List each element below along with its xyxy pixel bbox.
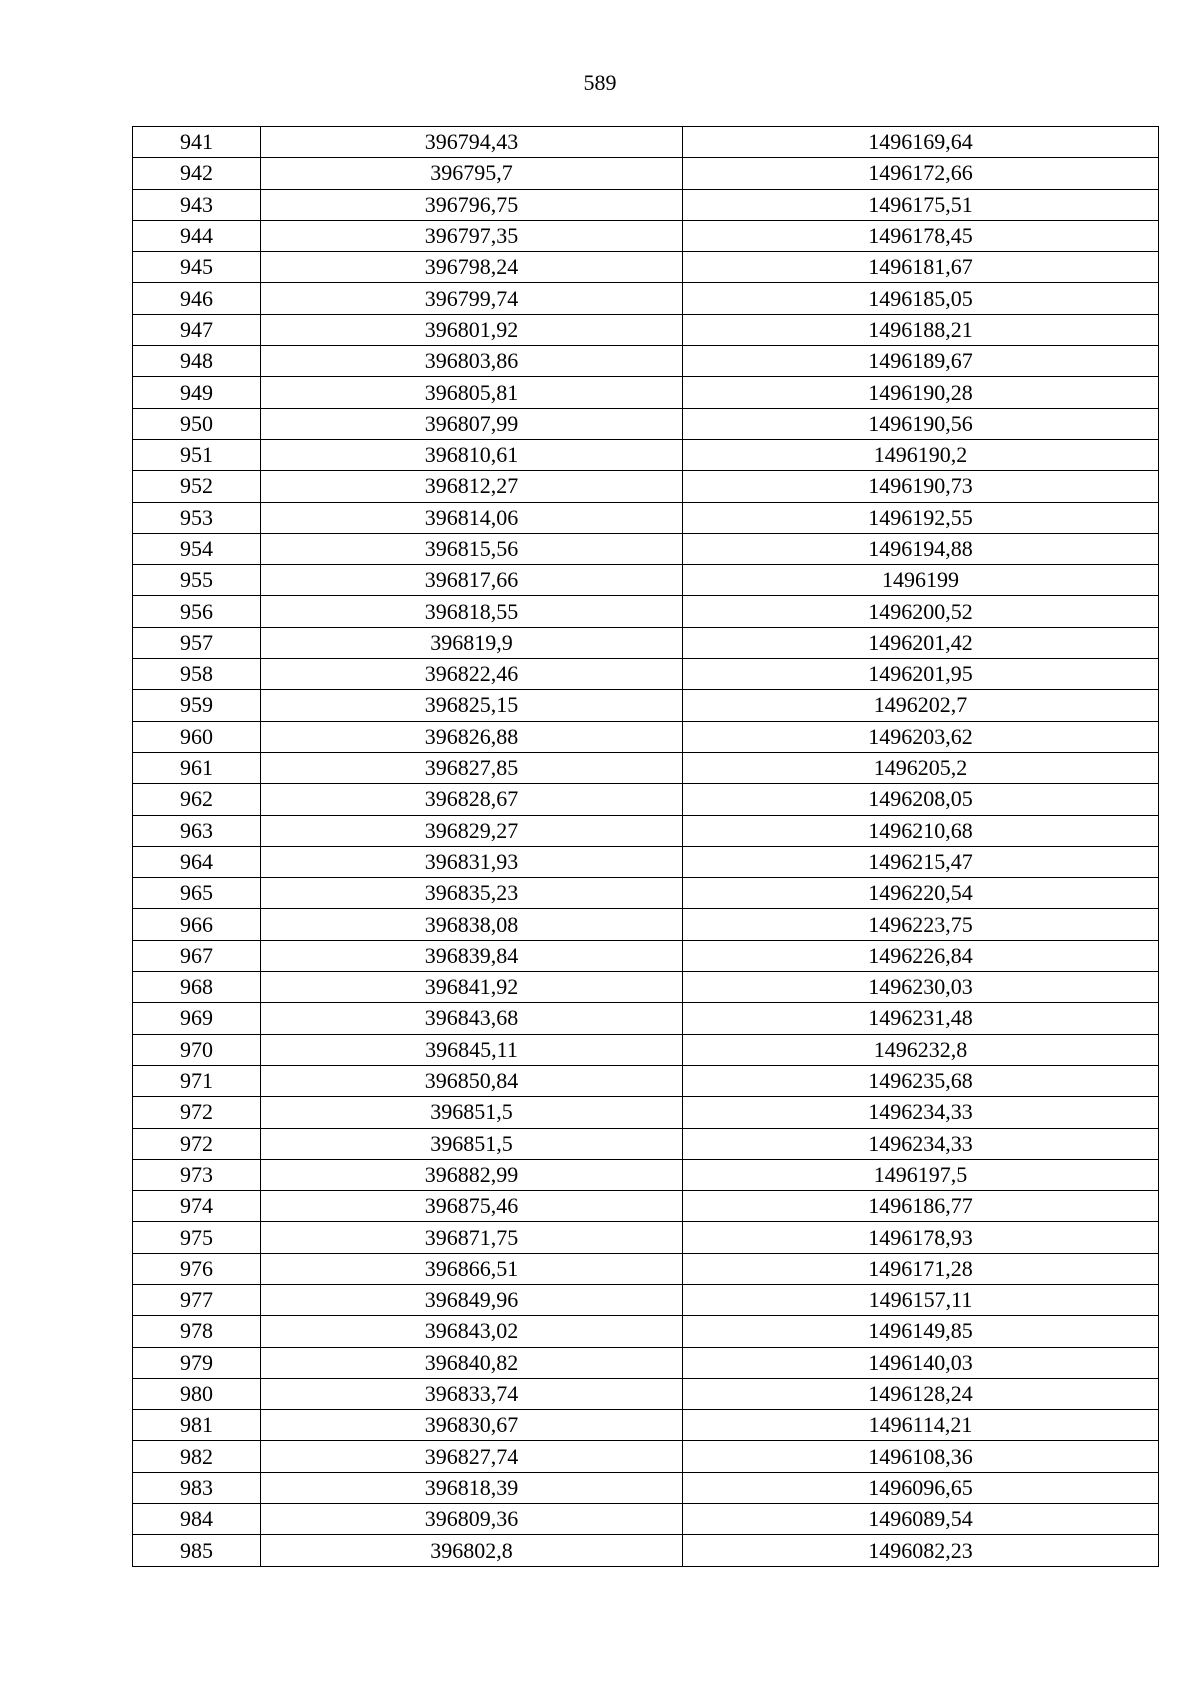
y-coordinate-cell: 1496190,2 [683,439,1159,470]
x-coordinate-cell: 396830,67 [261,1410,683,1441]
x-coordinate-cell: 396817,66 [261,565,683,596]
table-row [133,1378,1159,1409]
table-row [133,314,1159,345]
x-coordinate-cell: 396822,46 [261,659,683,690]
coordinates-table-body [133,127,1159,1567]
point-number-cell: 945 [133,252,261,283]
table-row [133,127,1159,158]
y-coordinate-cell: 1496220,54 [683,878,1159,909]
y-coordinate-cell: 1496201,42 [683,627,1159,658]
point-number-cell: 981 [133,1410,261,1441]
y-coordinate-cell: 1496082,23 [683,1535,1159,1566]
y-coordinate-cell: 1496178,45 [683,220,1159,251]
x-coordinate-cell: 396797,35 [261,220,683,251]
x-coordinate-cell: 396818,39 [261,1472,683,1503]
point-number-cell: 985 [133,1535,261,1566]
point-number-cell: 976 [133,1253,261,1284]
page-number: 589 [583,70,617,95]
table-row [133,189,1159,220]
point-number-cell: 959 [133,690,261,721]
table-row [133,1472,1159,1503]
table-row [133,346,1159,377]
point-number-cell: 961 [133,752,261,783]
y-coordinate-cell: 1496185,05 [683,283,1159,314]
x-coordinate-cell: 396838,08 [261,909,683,940]
y-coordinate-cell: 1496114,21 [683,1410,1159,1441]
point-number-cell: 977 [133,1284,261,1315]
y-coordinate-cell: 1496175,51 [683,189,1159,220]
table-row [133,1347,1159,1378]
y-coordinate-cell: 1496194,88 [683,533,1159,564]
y-coordinate-cell: 1496169,64 [683,127,1159,158]
y-coordinate-cell: 1496171,28 [683,1253,1159,1284]
y-coordinate-cell: 1496202,7 [683,690,1159,721]
y-coordinate-cell: 1496189,67 [683,346,1159,377]
point-number-cell: 979 [133,1347,261,1378]
y-coordinate-cell: 1496231,48 [683,1003,1159,1034]
table-row [133,1284,1159,1315]
y-coordinate-cell: 1496215,47 [683,846,1159,877]
y-coordinate-cell: 1496089,54 [683,1504,1159,1535]
point-number-cell: 965 [133,878,261,909]
x-coordinate-cell: 396835,23 [261,878,683,909]
x-coordinate-cell: 396843,68 [261,1003,683,1034]
y-coordinate-cell: 1496181,67 [683,252,1159,283]
point-number-cell: 962 [133,784,261,815]
x-coordinate-cell: 396805,81 [261,377,683,408]
point-number-cell: 944 [133,220,261,251]
x-coordinate-cell: 396825,15 [261,690,683,721]
x-coordinate-cell: 396794,43 [261,127,683,158]
table-row [133,659,1159,690]
x-coordinate-cell: 396831,93 [261,846,683,877]
point-number-cell: 972 [133,1128,261,1159]
y-coordinate-cell: 1496128,24 [683,1378,1159,1409]
table-row [133,690,1159,721]
x-coordinate-cell: 396801,92 [261,314,683,345]
point-number-cell: 957 [133,627,261,658]
y-coordinate-cell: 1496192,55 [683,502,1159,533]
table-row [133,1034,1159,1065]
point-number-cell: 975 [133,1222,261,1253]
y-coordinate-cell: 1496178,93 [683,1222,1159,1253]
point-number-cell: 960 [133,721,261,752]
table-row [133,158,1159,189]
x-coordinate-cell: 396833,74 [261,1378,683,1409]
x-coordinate-cell: 396807,99 [261,408,683,439]
point-number-cell: 980 [133,1378,261,1409]
table-row [133,1410,1159,1441]
x-coordinate-cell: 396812,27 [261,471,683,502]
point-number-cell: 978 [133,1316,261,1347]
x-coordinate-cell: 396827,74 [261,1441,683,1472]
point-number-cell: 982 [133,1441,261,1472]
x-coordinate-cell: 396799,74 [261,283,683,314]
table-row [133,1504,1159,1535]
x-coordinate-cell: 396826,88 [261,721,683,752]
y-coordinate-cell: 1496190,73 [683,471,1159,502]
table-row [133,1065,1159,1096]
x-coordinate-cell: 396882,99 [261,1159,683,1190]
x-coordinate-cell: 396795,7 [261,158,683,189]
point-number-cell: 984 [133,1504,261,1535]
x-coordinate-cell: 396851,5 [261,1128,683,1159]
x-coordinate-cell: 396829,27 [261,815,683,846]
table-row [133,1097,1159,1128]
table-row [133,815,1159,846]
x-coordinate-cell: 396798,24 [261,252,683,283]
table-row [133,1159,1159,1190]
table-row [133,1003,1159,1034]
y-coordinate-cell: 1496149,85 [683,1316,1159,1347]
y-coordinate-cell: 1496199 [683,565,1159,596]
x-coordinate-cell: 396866,51 [261,1253,683,1284]
table-row [133,1441,1159,1472]
point-number-cell: 974 [133,1191,261,1222]
point-number-cell: 983 [133,1472,261,1503]
point-number-cell: 956 [133,596,261,627]
point-number-cell: 949 [133,377,261,408]
table-row [133,220,1159,251]
y-coordinate-cell: 1496188,21 [683,314,1159,345]
y-coordinate-cell: 1496230,03 [683,972,1159,1003]
x-coordinate-cell: 396839,84 [261,940,683,971]
table-row [133,283,1159,314]
table-row [133,439,1159,470]
point-number-cell: 953 [133,502,261,533]
y-coordinate-cell: 1496108,36 [683,1441,1159,1472]
table-row [133,252,1159,283]
x-coordinate-cell: 396850,84 [261,1065,683,1096]
table-row [133,1535,1159,1566]
x-coordinate-cell: 396803,86 [261,346,683,377]
x-coordinate-cell: 396802,8 [261,1535,683,1566]
x-coordinate-cell: 396845,11 [261,1034,683,1065]
x-coordinate-cell: 396818,55 [261,596,683,627]
x-coordinate-cell: 396875,46 [261,1191,683,1222]
y-coordinate-cell: 1496234,33 [683,1097,1159,1128]
coordinates-table [132,126,1159,1567]
x-coordinate-cell: 396849,96 [261,1284,683,1315]
point-number-cell: 952 [133,471,261,502]
y-coordinate-cell: 1496200,52 [683,596,1159,627]
y-coordinate-cell: 1496157,11 [683,1284,1159,1315]
y-coordinate-cell: 1496232,8 [683,1034,1159,1065]
x-coordinate-cell: 396840,82 [261,1347,683,1378]
point-number-cell: 958 [133,659,261,690]
x-coordinate-cell: 396851,5 [261,1097,683,1128]
x-coordinate-cell: 396819,9 [261,627,683,658]
point-number-cell: 963 [133,815,261,846]
point-number-cell: 972 [133,1097,261,1128]
table-row [133,377,1159,408]
table-row [133,627,1159,658]
table-row [133,408,1159,439]
y-coordinate-cell: 1496203,62 [683,721,1159,752]
table-row [133,1222,1159,1253]
table-row [133,1253,1159,1284]
y-coordinate-cell: 1496197,5 [683,1159,1159,1190]
point-number-cell: 943 [133,189,261,220]
x-coordinate-cell: 396809,36 [261,1504,683,1535]
table-row [133,972,1159,1003]
point-number-cell: 947 [133,314,261,345]
table-row [133,878,1159,909]
table-row [133,752,1159,783]
point-number-cell: 973 [133,1159,261,1190]
point-number-cell: 954 [133,533,261,564]
point-number-cell: 942 [133,158,261,189]
table-row [133,533,1159,564]
y-coordinate-cell: 1496205,2 [683,752,1159,783]
point-number-cell: 964 [133,846,261,877]
point-number-cell: 946 [133,283,261,314]
x-coordinate-cell: 396814,06 [261,502,683,533]
point-number-cell: 948 [133,346,261,377]
table-row [133,1128,1159,1159]
y-coordinate-cell: 1496235,68 [683,1065,1159,1096]
y-coordinate-cell: 1496096,65 [683,1472,1159,1503]
table-row [133,1191,1159,1222]
y-coordinate-cell: 1496190,56 [683,408,1159,439]
y-coordinate-cell: 1496210,68 [683,815,1159,846]
x-coordinate-cell: 396828,67 [261,784,683,815]
point-number-cell: 950 [133,408,261,439]
table-row [133,721,1159,752]
y-coordinate-cell: 1496234,33 [683,1128,1159,1159]
table-row [133,846,1159,877]
x-coordinate-cell: 396815,56 [261,533,683,564]
y-coordinate-cell: 1496223,75 [683,909,1159,940]
table-row [133,471,1159,502]
x-coordinate-cell: 396827,85 [261,752,683,783]
x-coordinate-cell: 396843,02 [261,1316,683,1347]
point-number-cell: 955 [133,565,261,596]
table-row [133,784,1159,815]
y-coordinate-cell: 1496201,95 [683,659,1159,690]
x-coordinate-cell: 396871,75 [261,1222,683,1253]
table-row [133,502,1159,533]
point-number-cell: 966 [133,909,261,940]
table-row [133,1316,1159,1347]
point-number-cell: 951 [133,439,261,470]
table-row [133,909,1159,940]
point-number-cell: 967 [133,940,261,971]
y-coordinate-cell: 1496186,77 [683,1191,1159,1222]
y-coordinate-cell: 1496172,66 [683,158,1159,189]
table-row [133,940,1159,971]
point-number-cell: 941 [133,127,261,158]
y-coordinate-cell: 1496190,28 [683,377,1159,408]
x-coordinate-cell: 396810,61 [261,439,683,470]
y-coordinate-cell: 1496140,03 [683,1347,1159,1378]
y-coordinate-cell: 1496226,84 [683,940,1159,971]
x-coordinate-cell: 396841,92 [261,972,683,1003]
x-coordinate-cell: 396796,75 [261,189,683,220]
point-number-cell: 969 [133,1003,261,1034]
table-row [133,596,1159,627]
point-number-cell: 970 [133,1034,261,1065]
point-number-cell: 971 [133,1065,261,1096]
table-row [133,565,1159,596]
point-number-cell: 968 [133,972,261,1003]
y-coordinate-cell: 1496208,05 [683,784,1159,815]
